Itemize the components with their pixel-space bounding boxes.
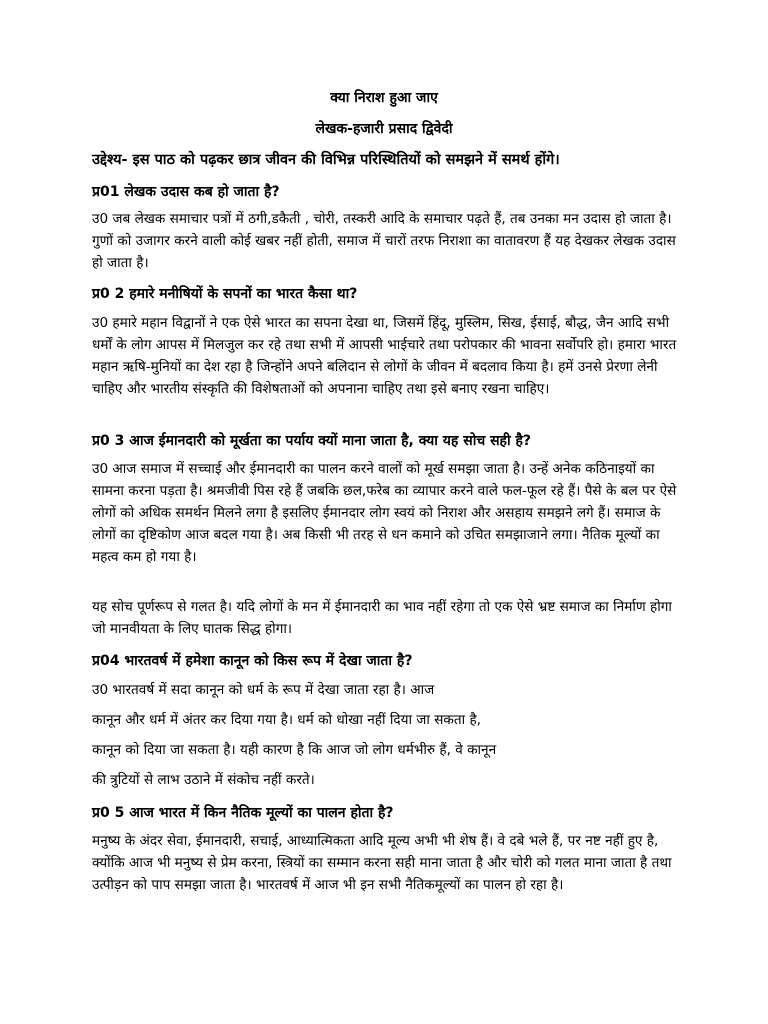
objective-text: उद्देश्य- इस पाठ को पढ़कर छात्र जीवन की विभिन्न परिस्थितियों को समझने में समर्थ होंगे। [92, 152, 560, 168]
document-author: लेखक-हजारी प्रसाद द्विवेदी [315, 121, 453, 137]
answer-4-line: कानून को दिया जा सकता है। यही कारण है कि आज जो लोग धर्मभीरु हैं, वे कानून [92, 742, 497, 758]
question-5: प्र0 5 आज भारत में किन नैतिक मूल्यों का पालन होता है? [92, 805, 394, 821]
answer-5: मनुष्य के अंदर सेवा, ईमानदारी, सचाई, आध्यात्मिकता आदि मूल्य अभी भी शेष हैं। वे दबे भले हैं, पर नष्ट नहीं हुए है, क्योंकि आज भी मनुष्य से प्रेम करना, स्त्रियों का सम्मान करना सही माना जाता है और चोरी को गलत माना जाता है तथा उत्पीड़न को पाप समझा जाता है। भारतवर्ष में आज भी इन सभी नैतिकमूल्यों का पालन हो रहा है। [92, 833, 672, 893]
question-4: प्र04 भारतवर्ष में हमेशा कानून को किस रूप में देखा जाता है? [92, 653, 413, 669]
answer-1: उ0 जब लेखक समाचार पत्रों में ठगी,डकैती , चोरी, तस्करी आदि के समाचार पढ़ते हैं, तब उनका मन उदास हो जाता है। गुणों को उजागर करने वाली कोई खबर नहीं होती, समाज में चारों तरफ निराशा का वातावरण हैं यह देखकर लेखक उदास हो जाता है। [92, 211, 676, 271]
answer-3: उ0 आज समाज में सच्चाई और ईमानदारी का पालन करने वालों को मूर्ख समझा जाता है। उन्हें अनेक कठिनाइयों का सामना करना पड़ता है। श्रमजीवी पिस रहे हैं जबकि छल,फरेब का व्यापार करने वाले फल-फूल रहे हैं। पैसे के बल पर ऐसे लोगों को अधिक समर्थन मिलने लगा है इसलिए ईमानदार लोग स्वयं को निराश और असहाय समझने लगे हैं। समाज के लोगों का दृष्टिकोण आज बदल गया है। अब किसी भी तरह से धन कमाने को उचित समझाजाने लगा। नैतिक मूल्यों का महत्व कम हो गया है। [92, 461, 677, 565]
answer-4-line: उ0 भारतवर्ष में सदा कानून को धर्म के रूप में देखा जाता रहा है। आज [92, 682, 435, 698]
answer-3-conclusion: यह सोच पूर्णरूप से गलत है। यदि लोगों के मन में ईमानदारी का भाव नहीं रहेगा तो एक ऐसे भ्रष्ट समाज का निर्माण होगा जो मानवीयता के लिए घातक सिद्ध होगा। [92, 599, 672, 637]
question-3: प्र0 3 आज ईमानदारी को मूर्खता का पर्याय क्यों माना जाता है, क्या यह सोच सही है? [92, 433, 532, 449]
answer-2: उ0 हमारे महान विद्वानों ने एक ऐसे भारत का सपना देखा था, जिसमें हिंदू, मुस्लिम, सिख, ईसाई, बौद्ध, जैन आदि सभी धर्मों के लोग आपस में मिलजुल कर रहे तथा सभी में आपसी भाईचारे तथा परोपकार की भावना सर्वोपरि हो। हमारा भारत महान ऋषि-मुनियों का देश रहा है जिन्होंने अपने बलिदान से लोगों के जीवन में बदलाव किया है। हमें उनसे प्रेरणा लेनी चाहिए और भारतीय संस्कृति की विशेषताओं को अपनाना चाहिए तथा इसे बनाए रखना चाहिए। [92, 315, 677, 397]
question-1: प्र01 लेखक उदास कब हो जाता है? [92, 184, 280, 200]
question-2: प्र0 2 हमारे मनीषियों के सपनों का भारत कैसा था? [92, 286, 358, 302]
answer-4-line: की त्रुटियों से लाभ उठाने में संकोच नहीं करते। [92, 772, 315, 788]
answer-4-line: कानून और धर्म में अंतर कर दिया गया है। धर्म को धोखा नहीं दिया जा सकता है, [92, 712, 481, 728]
document-title: क्या निराश हुआ जाए [330, 90, 438, 106]
